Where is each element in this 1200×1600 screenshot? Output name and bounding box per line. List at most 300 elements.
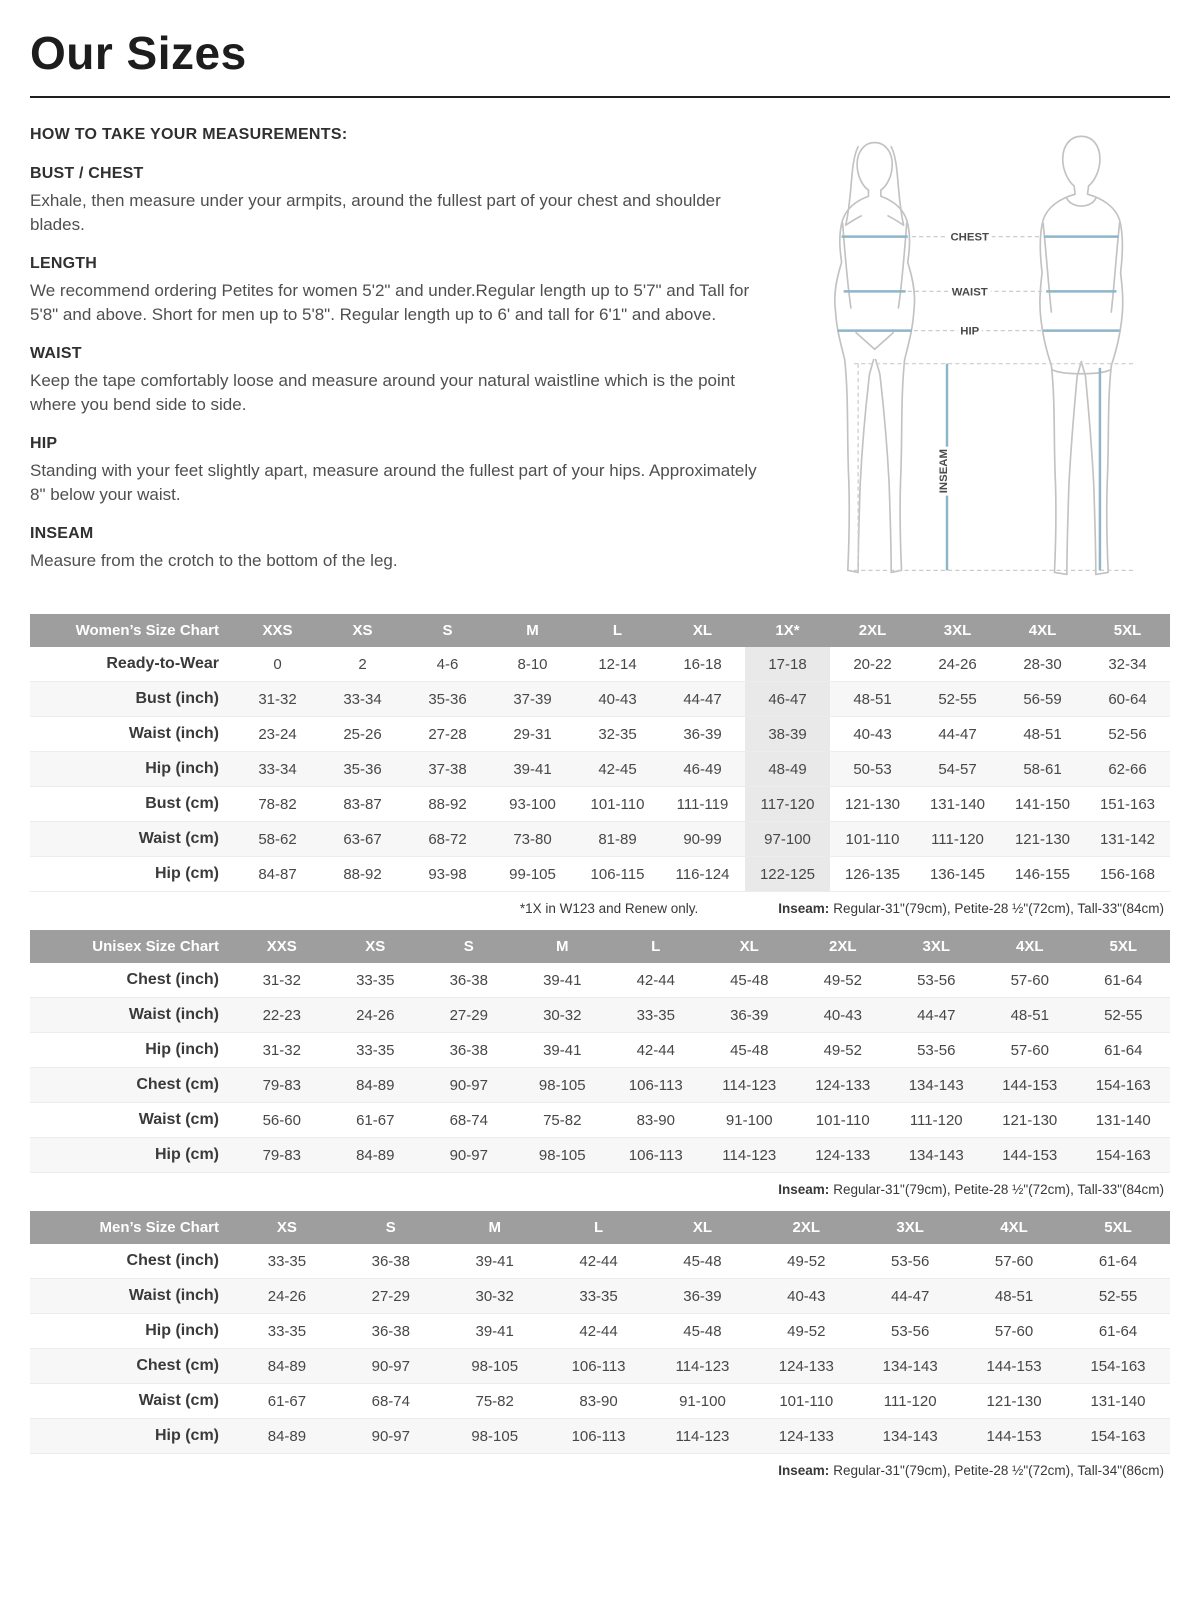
table-cell: 24-26: [267, 1287, 307, 1305]
table-cell: 144-153: [986, 1427, 1042, 1445]
table-cell: 134-143: [908, 1076, 964, 1094]
table-row: [30, 647, 1170, 682]
table-cell: 93-100: [509, 795, 556, 813]
table-row: [30, 717, 1170, 752]
table-cell: 63-67: [343, 830, 382, 848]
table-cell: 39-41: [475, 1252, 514, 1270]
table-cell: 31-32: [262, 971, 301, 989]
table-cell: 81-89: [598, 830, 637, 848]
table-cell: 124-133: [778, 1357, 834, 1375]
table-cell: 8-10: [517, 655, 548, 673]
table-cell: 97-100: [745, 822, 830, 857]
table-cell: 84-89: [267, 1357, 307, 1375]
row-label: Hip (cm): [155, 865, 219, 882]
table-cell: 2: [358, 655, 367, 673]
column-header: 2XL: [754, 1211, 858, 1244]
table-cell: 88-92: [343, 865, 382, 883]
table-cell: 0: [273, 655, 282, 673]
table-row: [30, 963, 1170, 998]
table-row: [30, 1068, 1170, 1103]
table-cell: 111-120: [909, 1111, 963, 1129]
table-cell: 121-130: [1014, 830, 1071, 848]
unisex-size-chart: [30, 930, 1170, 1173]
table-cell: 52-56: [1108, 725, 1147, 743]
row-label: Waist (inch): [128, 1006, 219, 1023]
table-cell: 62-66: [1108, 760, 1147, 778]
table-cell: 45-48: [683, 1252, 722, 1270]
column-header: M: [516, 930, 610, 963]
table-cell: 46-49: [683, 760, 722, 778]
section-title-waist: WAIST: [30, 345, 82, 363]
row-label: Chest (inch): [126, 1252, 219, 1269]
table-cell: 42-44: [579, 1322, 618, 1340]
table-cell: 54-57: [938, 760, 977, 778]
table-cell: 154-163: [1095, 1146, 1151, 1164]
table-cell: 131-140: [1095, 1111, 1151, 1129]
table-cell: 12-14: [598, 655, 637, 673]
table-cell: 68-74: [449, 1111, 488, 1129]
table-cell: 33-35: [267, 1322, 307, 1340]
row-label: Chest (cm): [136, 1357, 219, 1374]
table-cell: 33-35: [267, 1252, 307, 1270]
inseam-note: Inseam: Regular-31"(79cm), Petite-28 ½"(72cm), Tall-34"(86cm): [778, 1463, 1164, 1478]
title-divider: [30, 96, 1170, 98]
table-cell: 131-142: [1099, 830, 1156, 848]
table-cell: 49-52: [787, 1322, 826, 1340]
column-header: XL: [651, 1211, 755, 1244]
column-header: 4XL: [1000, 614, 1085, 647]
table-cell: 40-43: [598, 690, 637, 708]
table-cell: 48-51: [853, 690, 892, 708]
table-title: Women’s Size Chart: [30, 614, 235, 647]
table-cell: 106-113: [628, 1146, 683, 1164]
table-cell: 52-55: [938, 690, 977, 708]
row-label: Waist (cm): [138, 830, 219, 847]
table-cell: 44-47: [938, 725, 977, 743]
header-row: [30, 930, 1170, 963]
table-cell: 27-28: [428, 725, 467, 743]
womens-size-chart: [30, 614, 1170, 892]
row-label: Bust (inch): [135, 690, 219, 707]
table-cell: 91-100: [679, 1392, 726, 1410]
table-cell: 114-123: [722, 1076, 777, 1094]
column-header: S: [405, 614, 490, 647]
table-cell: 122-125: [745, 857, 830, 892]
section-title-bust-chest: BUST / CHEST: [30, 165, 144, 183]
table-cell: 32-34: [1108, 655, 1147, 673]
table-row: [30, 787, 1170, 822]
table-cell: 31-32: [258, 690, 297, 708]
table-cell: 117-120: [745, 787, 830, 822]
dashed-guide-lines: [854, 237, 1135, 571]
table-cell: 56-59: [1023, 690, 1062, 708]
column-header: XS: [235, 1211, 339, 1244]
table-cell: 116-124: [675, 865, 730, 883]
table-cell: 93-98: [428, 865, 467, 883]
table-cell: 144-153: [1002, 1146, 1058, 1164]
table-cell: 68-74: [371, 1392, 410, 1410]
table-cell: 33-35: [636, 1006, 675, 1024]
table-cell: 36-38: [371, 1322, 410, 1340]
column-header: L: [575, 614, 660, 647]
column-header: L: [609, 930, 703, 963]
table-cell: 52-55: [1098, 1287, 1138, 1305]
table-cell: 79-83: [262, 1076, 301, 1094]
table-cell: 84-89: [267, 1427, 307, 1445]
table-cell: 61-64: [1104, 1041, 1143, 1059]
table-cell: 45-48: [683, 1322, 722, 1340]
row-label: Hip (cm): [155, 1427, 219, 1444]
table-cell: 58-62: [258, 830, 297, 848]
header-row: [30, 1211, 1170, 1244]
table-cell: 30-32: [475, 1287, 514, 1305]
table-row: [30, 1033, 1170, 1068]
table-cell: 42-44: [636, 971, 675, 989]
table-cell: 23-24: [258, 725, 297, 743]
column-header: XL: [703, 930, 797, 963]
table-row: [30, 1103, 1170, 1138]
chest-label: CHEST: [949, 231, 989, 244]
column-header: XS: [320, 614, 405, 647]
table-cell: 99-105: [509, 865, 556, 883]
row-label: Hip (inch): [145, 760, 219, 777]
table-cell: 39-41: [543, 971, 582, 989]
table-cell: 144-153: [1002, 1076, 1058, 1094]
table-row: [30, 1384, 1170, 1419]
table-cell: 111-120: [883, 1392, 937, 1410]
column-header: XXS: [235, 614, 320, 647]
table-cell: 98-105: [538, 1076, 586, 1094]
table-cell: 134-143: [882, 1357, 938, 1375]
column-header: 2XL: [830, 614, 915, 647]
footnote-1x-note: *1X in W123 and Renew only.: [519, 901, 699, 916]
column-header: 4XL: [983, 930, 1077, 963]
table-cell: 90-97: [449, 1076, 488, 1094]
table-row: [30, 682, 1170, 717]
table-cell: 35-36: [428, 690, 467, 708]
table-cell: 56-60: [262, 1111, 301, 1129]
table-cell: 124-133: [815, 1146, 871, 1164]
table-cell: 39-41: [513, 760, 552, 778]
column-header: 3XL: [858, 1211, 962, 1244]
table-cell: 35-36: [343, 760, 382, 778]
female-hair-outline: [845, 147, 861, 226]
size-charts-region: [30, 614, 1170, 1482]
table-cell: 134-143: [882, 1427, 938, 1445]
table-cell: 38-39: [745, 717, 830, 752]
row-label: Waist (inch): [128, 1287, 219, 1304]
header-row: [30, 614, 1170, 647]
table-cell: 40-43: [787, 1287, 826, 1305]
womens-size-chart-table-host: [30, 614, 1170, 892]
table-cell: 106-113: [571, 1357, 626, 1375]
table-row: [30, 1279, 1170, 1314]
section-body-bust-chest: Exhale, then measure under your armpits, around the fullest part of your chest and shoulder blades.: [30, 191, 721, 234]
table-cell: 24-26: [356, 1006, 395, 1024]
column-header: XXS: [235, 930, 329, 963]
table-cell: 53-56: [917, 1041, 956, 1059]
column-header: XS: [329, 930, 423, 963]
table-cell: 36-38: [449, 1041, 488, 1059]
table-cell: 16-18: [683, 655, 722, 673]
table-cell: 39-41: [543, 1041, 582, 1059]
table-cell: 57-60: [994, 1252, 1034, 1270]
body-measurement-illustration: [785, 124, 1170, 588]
table-cell: 50-53: [853, 760, 892, 778]
column-header: XL: [660, 614, 745, 647]
table-cell: 91-100: [725, 1111, 773, 1129]
table-cell: 25-26: [343, 725, 382, 743]
measurement-instructions: [30, 124, 765, 577]
table-cell: 156-168: [1099, 865, 1156, 883]
table-cell: 101-110: [590, 795, 645, 813]
table-row: [30, 1314, 1170, 1349]
table-cell: 53-56: [891, 1252, 930, 1270]
table-cell: 53-56: [891, 1322, 930, 1340]
table-cell: 75-82: [543, 1111, 582, 1129]
unisex-table-footnote: [30, 1173, 1170, 1201]
table-cell: 61-64: [1098, 1322, 1138, 1340]
table-cell: 90-99: [683, 830, 722, 848]
table-cell: 98-105: [538, 1146, 586, 1164]
column-header: S: [339, 1211, 443, 1244]
table-cell: 90-97: [449, 1146, 488, 1164]
table-cell: 27-29: [371, 1287, 410, 1305]
table-cell: 61-67: [267, 1392, 307, 1410]
table-cell: 90-97: [371, 1427, 410, 1445]
row-label: Chest (inch): [126, 971, 219, 988]
table-cell: 61-67: [356, 1111, 395, 1129]
table-cell: 49-52: [823, 1041, 862, 1059]
column-header: 5XL: [1077, 930, 1171, 963]
unisex-size-chart-section: [30, 930, 1170, 1201]
table-cell: 146-155: [1014, 865, 1071, 883]
unisex-size-chart-table-host: [30, 930, 1170, 1173]
table-cell: 28-30: [1023, 655, 1062, 673]
table-cell: 154-163: [1090, 1357, 1146, 1375]
table-cell: 40-43: [853, 725, 892, 743]
table-cell: 131-140: [1090, 1392, 1146, 1410]
table-cell: 36-39: [683, 725, 722, 743]
table-cell: 79-83: [262, 1146, 301, 1164]
section-body-waist: Keep the tape comfortably loose and measure around your natural waistline which is the point where you bend side to side.: [30, 371, 735, 414]
column-header: L: [547, 1211, 651, 1244]
table-cell: 4-6: [436, 655, 459, 673]
table-cell: 36-38: [371, 1252, 410, 1270]
table-cell: 45-48: [730, 971, 769, 989]
row-label: Hip (inch): [145, 1322, 219, 1339]
table-cell: 40-43: [823, 1006, 862, 1024]
table-cell: 57-60: [994, 1322, 1034, 1340]
section-title-length: LENGTH: [30, 255, 97, 273]
table-cell: 83-87: [343, 795, 382, 813]
row-label: Waist (inch): [128, 725, 219, 742]
table-cell: 22-23: [262, 1006, 301, 1024]
table-cell: 134-143: [908, 1146, 964, 1164]
female-figure-outline: [834, 143, 874, 573]
table-cell: 88-92: [428, 795, 467, 813]
table-cell: 42-44: [636, 1041, 675, 1059]
table-cell: 36-38: [449, 971, 488, 989]
inseam-note: Inseam: Regular-31"(79cm), Petite-28 ½"(72cm), Tall-33"(84cm): [778, 901, 1164, 916]
table-cell: 90-97: [371, 1357, 410, 1375]
table-cell: 36-39: [730, 1006, 769, 1024]
table-row: [30, 1138, 1170, 1173]
table-cell: 106-115: [590, 865, 645, 883]
table-row: [30, 1244, 1170, 1279]
table-cell: 33-35: [356, 1041, 395, 1059]
section-body-hip: Standing with your feet slightly apart, measure around the fullest part of your hips. Approximately 8" below your waist.: [30, 461, 757, 504]
table-cell: 33-35: [356, 971, 395, 989]
table-row: [30, 822, 1170, 857]
table-cell: 44-47: [891, 1287, 930, 1305]
table-cell: 101-110: [779, 1392, 834, 1410]
table-cell: 106-113: [628, 1076, 683, 1094]
page-title: Our Sizes: [30, 27, 247, 79]
female-brief-line: [856, 333, 875, 350]
row-label: Waist (cm): [138, 1392, 219, 1409]
table-title: Men’s Size Chart: [30, 1211, 235, 1244]
mens-size-chart-table-host: [30, 1211, 1170, 1454]
table-cell: 84-89: [356, 1076, 395, 1094]
column-header: 3XL: [890, 930, 984, 963]
table-cell: 101-110: [845, 830, 900, 848]
table-cell: 111-120: [931, 830, 984, 848]
table-cell: 84-87: [258, 865, 297, 883]
hip-label: HIP: [959, 325, 979, 338]
table-cell: 42-44: [579, 1252, 618, 1270]
table-cell: 121-130: [844, 795, 901, 813]
table-row: [30, 998, 1170, 1033]
table-cell: 121-130: [986, 1392, 1042, 1410]
table-cell: 141-150: [1014, 795, 1071, 813]
table-cell: 121-130: [1002, 1111, 1058, 1129]
table-cell: 126-135: [844, 865, 901, 883]
table-cell: 61-64: [1104, 971, 1143, 989]
table-cell: 36-39: [683, 1287, 722, 1305]
row-label: Bust (cm): [145, 795, 219, 812]
column-header: 3XL: [915, 614, 1000, 647]
table-cell: 24-26: [938, 655, 977, 673]
table-cell: 53-56: [917, 971, 956, 989]
table-cell: 33-34: [258, 760, 297, 778]
table-cell: 114-123: [675, 1427, 730, 1445]
table-cell: 75-82: [475, 1392, 514, 1410]
table-cell: 48-51: [994, 1287, 1034, 1305]
table-cell: 33-35: [579, 1287, 618, 1305]
section-body-inseam: Measure from the crotch to the bottom of the leg.: [30, 551, 398, 571]
mens-size-chart: [30, 1211, 1170, 1454]
womens-size-chart-section: [30, 614, 1170, 920]
section-title-hip: HIP: [30, 435, 58, 453]
table-cell: 98-105: [471, 1427, 519, 1445]
table-cell: 131-140: [929, 795, 986, 813]
measurement-instructions-region: [30, 124, 1170, 588]
table-cell: 84-89: [356, 1146, 395, 1164]
table-cell: 44-47: [683, 690, 722, 708]
table-cell: 48-49: [745, 752, 830, 787]
table-row: [30, 1349, 1170, 1384]
waist-label: WAIST: [951, 286, 988, 299]
table-cell: 111-119: [676, 795, 729, 813]
row-label: Hip (inch): [145, 1041, 219, 1058]
table-cell: 60-64: [1108, 690, 1147, 708]
table-cell: 30-32: [543, 1006, 582, 1024]
table-cell: 83-90: [579, 1392, 618, 1410]
table-cell: 48-51: [1023, 725, 1062, 743]
column-header: 5XL: [1066, 1211, 1170, 1244]
mens-table-footnote: [30, 1454, 1170, 1482]
column-header: 1X*: [745, 614, 830, 647]
row-label: Chest (cm): [136, 1076, 219, 1093]
inseam-label: INSEAM: [937, 449, 950, 494]
inseam-note: Inseam: Regular-31"(79cm), Petite-28 ½"(72cm), Tall-33"(84cm): [778, 1182, 1164, 1197]
table-cell: 52-55: [1104, 1006, 1143, 1024]
figure-svg: [792, 128, 1164, 588]
table-cell: 154-163: [1090, 1427, 1146, 1445]
table-cell: 31-32: [262, 1041, 301, 1059]
table-cell: 46-47: [745, 682, 830, 717]
column-header: S: [422, 930, 516, 963]
section-title-inseam: INSEAM: [30, 525, 94, 543]
column-header: M: [443, 1211, 547, 1244]
table-cell: 27-29: [449, 1006, 488, 1024]
table-cell: 39-41: [475, 1322, 514, 1340]
table-cell: 124-133: [778, 1427, 834, 1445]
table-cell: 151-163: [1099, 795, 1156, 813]
table-cell: 29-31: [513, 725, 552, 743]
table-cell: 48-51: [1010, 1006, 1049, 1024]
table-cell: 33-34: [343, 690, 382, 708]
section-body-length: We recommend ordering Petites for women 5'2" and under.Regular length up to 5'7" and Tall for 5'8" and above. Short for men up to 5'8". Regular length up to 6' and tall for 6'1" and above.: [30, 281, 750, 324]
table-cell: 144-153: [986, 1357, 1042, 1375]
table-cell: 61-64: [1098, 1252, 1138, 1270]
table-cell: 44-47: [917, 1006, 956, 1024]
table-cell: 37-39: [513, 690, 552, 708]
table-cell: 114-123: [722, 1146, 777, 1164]
table-cell: 20-22: [853, 655, 892, 673]
table-cell: 42-45: [598, 760, 637, 778]
table-cell: 98-105: [471, 1357, 519, 1375]
table-cell: 114-123: [675, 1357, 730, 1375]
male-figure-outline: [1039, 136, 1080, 574]
table-row: [30, 1419, 1170, 1454]
table-cell: 154-163: [1095, 1076, 1151, 1094]
table-cell: 57-60: [1010, 1041, 1049, 1059]
column-header: 4XL: [962, 1211, 1066, 1244]
table-cell: 49-52: [787, 1252, 826, 1270]
table-row: [30, 752, 1170, 787]
mens-size-chart-section: [30, 1211, 1170, 1482]
table-cell: 73-80: [513, 830, 552, 848]
table-cell: 106-113: [571, 1427, 626, 1445]
table-cell: 45-48: [730, 1041, 769, 1059]
column-header: M: [490, 614, 575, 647]
table-cell: 32-35: [598, 725, 637, 743]
column-header: 5XL: [1085, 614, 1170, 647]
table-cell: 124-133: [815, 1076, 871, 1094]
table-cell: 49-52: [823, 971, 862, 989]
table-cell: 17-18: [745, 647, 830, 682]
table-title: Unisex Size Chart: [30, 930, 235, 963]
table-row: [30, 857, 1170, 892]
row-label: Waist (cm): [138, 1111, 219, 1128]
table-cell: 68-72: [428, 830, 467, 848]
table-cell: 78-82: [258, 795, 297, 813]
table-cell: 101-110: [815, 1111, 870, 1129]
table-cell: 136-145: [929, 865, 986, 883]
male-shorts-line: [1052, 370, 1110, 374]
